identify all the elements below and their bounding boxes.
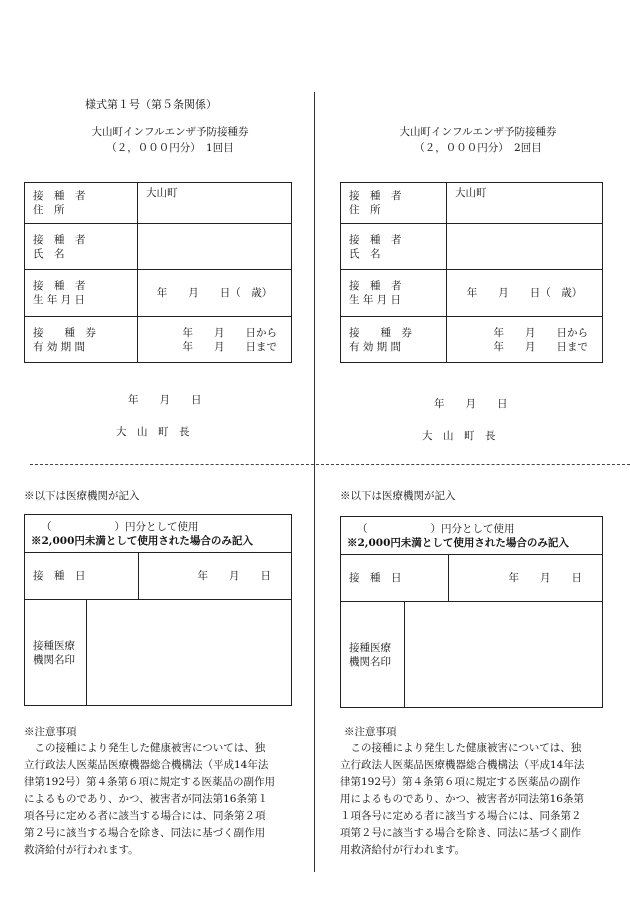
- horizontal-dashed-cut-line: [30, 464, 630, 465]
- clinic-seal-label: 接種医療 機関名印: [341, 602, 405, 708]
- amount-used[interactable]: （ ）円分として使用: [41, 520, 199, 533]
- name-value[interactable]: [447, 224, 603, 270]
- validity-value[interactable]: 年 月 日から 年 月 日まで: [138, 317, 292, 363]
- address-value[interactable]: 大山町: [138, 183, 292, 224]
- name-label: 接 種 者 氏 名: [25, 224, 138, 270]
- amount-used[interactable]: （ ）円分として使用: [357, 522, 515, 535]
- issue-date: 年 月 日: [434, 398, 508, 410]
- voucher-title: 大山町インフルエンザ予防接種券 （２，０００円分） 1回目: [91, 126, 249, 154]
- clinic-seal-area[interactable]: [87, 600, 292, 706]
- notes-body: この接種により発生した健康被害については、独 立行政法人医薬品医療機器総合機構法（平成14年法 律第192号）第４条第６項に規定する医薬品の副作用 によるものであり、かつ、被害者が同法第16条第１ 項各号に定める者に該当する場合には、同条第２項 第２号に該当する場合を除き、同法に基づく副作用 救済給付が行われます。: [24, 742, 276, 856]
- address-label: 接 種 者 住 所: [25, 183, 138, 224]
- vaccination-date-label: 接 種 日: [25, 553, 139, 600]
- amount-note: ※2,000円未満として使用された場合のみ記入: [31, 534, 253, 547]
- amount-note: ※2,000円未満として使用された場合のみ記入: [347, 536, 569, 549]
- form-label: 様式第１号（第５条関係）: [85, 98, 217, 111]
- notes-body: この接種により発生した健康被害については、独 立行政法人医薬品医療機器総合機構法（平成14年法 律第192号）第４条第６項に規定する医薬品の副作 用によるものであり、かつ、被害者が同法第16条第 １項各号に定める者に該当する場合には、同条第２ 項第２号に該当する場合を除き、同法に基づく副作 用救済給付が行われます。: [340, 742, 585, 856]
- notes-title: ※注意事項: [24, 726, 77, 738]
- notes-title: ※注意事項: [344, 726, 397, 738]
- clinic-intro: ※以下は医療機関が記入: [24, 490, 140, 502]
- birthdate-label: 接 種 者 生 年 月 日: [25, 270, 138, 317]
- vaccination-date-value[interactable]: 年 月 日: [139, 553, 292, 600]
- clinic-seal-area[interactable]: [405, 602, 603, 708]
- vertical-cut-line: [314, 92, 315, 872]
- address-value[interactable]: 大山町: [447, 183, 603, 224]
- voucher-title: 大山町インフルエンザ予防接種券 （２，０００円分） 2回目: [399, 126, 557, 154]
- vaccination-date-label: 接 種 日: [341, 555, 449, 602]
- clinic-seal-label: 接種医療 機関名印: [25, 600, 87, 706]
- birthdate-value[interactable]: 年 月 日（ 歳）: [447, 270, 603, 317]
- name-label: 接 種 者 氏 名: [341, 224, 447, 270]
- validity-label: 接 種 券 有 効 期 間: [25, 317, 138, 363]
- address-label: 接 種 者 住 所: [341, 183, 447, 224]
- birthdate-label: 接 種 者 生 年 月 日: [341, 270, 447, 317]
- clinic-table: [24, 514, 292, 706]
- validity-label: 接 種 券 有 効 期 間: [341, 317, 447, 363]
- validity-value[interactable]: 年 月 日から 年 月 日まで: [447, 317, 603, 363]
- clinic-intro: ※以下は医療機関が記入: [340, 490, 456, 502]
- vaccination-date-value[interactable]: 年 月 日: [449, 555, 603, 602]
- issuer: 大 山 町 長: [422, 430, 496, 442]
- clinic-table: [340, 516, 603, 708]
- issuer: 大 山 町 長: [116, 426, 190, 438]
- recipient-table: [340, 182, 603, 363]
- issue-date: 年 月 日: [128, 394, 202, 406]
- birthdate-value[interactable]: 年 月 日（ 歳）: [138, 270, 292, 317]
- name-value[interactable]: [138, 224, 292, 270]
- recipient-table: [24, 182, 292, 363]
